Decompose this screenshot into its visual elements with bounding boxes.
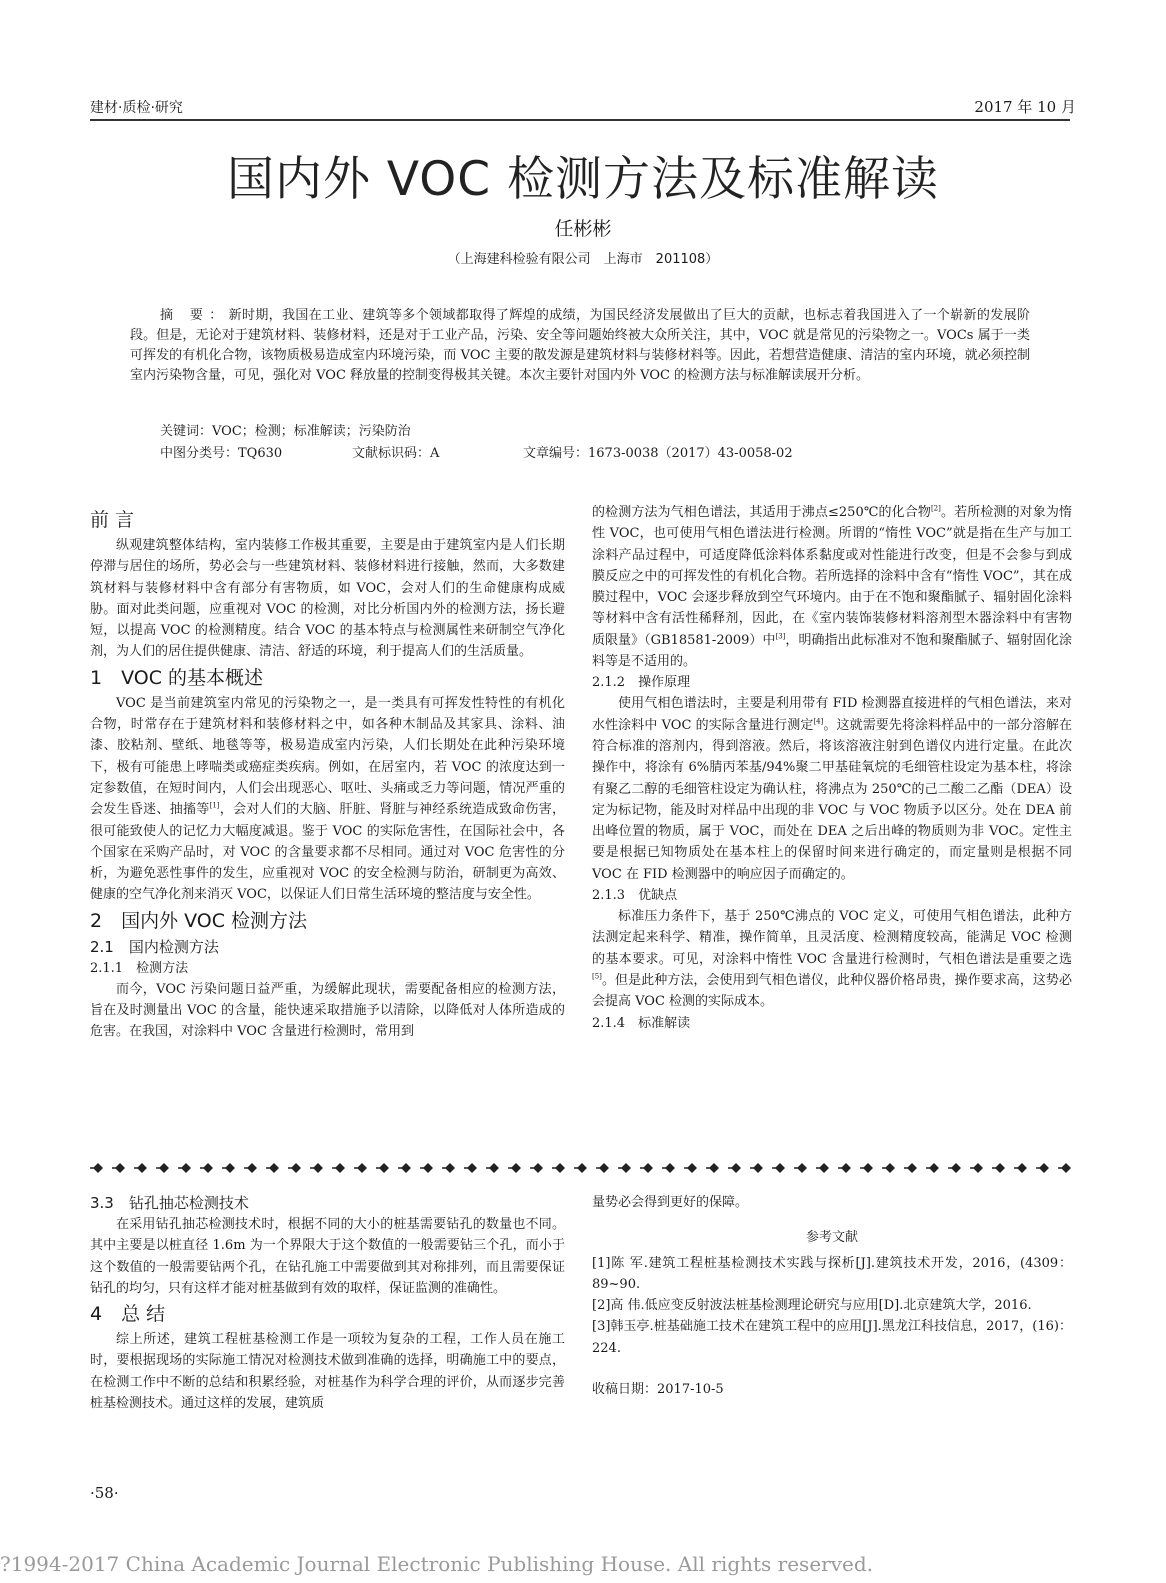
subsection-title-2-1-1: 2.1.1 检测方法 bbox=[90, 960, 189, 976]
divider-diamond bbox=[291, 1163, 301, 1173]
divider-diamond bbox=[401, 1163, 411, 1173]
divider-diamond bbox=[159, 1163, 169, 1173]
keywords: 关键词：VOC；检测；标准解读；污染防治 bbox=[160, 424, 411, 439]
issue-date: 2017 年 10 月 bbox=[974, 98, 1076, 116]
divider-diamond bbox=[137, 1163, 147, 1173]
paragraph-2-1-3 bbox=[592, 906, 1072, 1012]
reference-item: [3]韩玉亭.桩基础施工技术在建筑工程中的应用[J].黑龙江科技信息，2017，(16)：224. bbox=[592, 1319, 1072, 1356]
divider-diamond bbox=[885, 1163, 895, 1173]
divider-diamond bbox=[93, 1163, 103, 1173]
affiliation: （上海建科检验有限公司 上海市 201108） bbox=[447, 252, 719, 267]
divider-diamond bbox=[995, 1163, 1005, 1173]
divider-diamond bbox=[115, 1163, 125, 1173]
received-date: 收稿日期：2017-10-5 bbox=[592, 1382, 724, 1398]
divider-diamond bbox=[907, 1163, 917, 1173]
section-title-2: 2 国内外 VOC 检测方法 bbox=[90, 909, 308, 932]
citation-3: [3] bbox=[775, 632, 786, 641]
paper-title: 国内外 VOC 检测方法及标准解读 bbox=[226, 152, 940, 207]
section-title-preface: 前 言 bbox=[90, 509, 135, 531]
divider-diamond bbox=[621, 1163, 631, 1173]
citation-1: [1] bbox=[209, 801, 220, 810]
divider-diamond bbox=[181, 1163, 191, 1173]
divider-diamond bbox=[709, 1163, 719, 1173]
paragraph-4: 综上所述，建筑工程桩基检测工作是一项较为复杂的工程，工作人员在施工时，要根据现场的实际施工情况对检测技术做到准确的选择，明确施工中的要点，在检测工作中不断的总结和积累经验，对桩基作为科学合理的评价，从而逐步完善桩基检测技术。通过这样的发展，建筑质 bbox=[90, 1332, 565, 1412]
divider-diamond bbox=[313, 1163, 323, 1173]
reference-item: [2]高 伟.低应变反射波法桩基检测理论研究与应用[D].北京建筑大学，2016. bbox=[592, 1298, 1032, 1314]
section-title-1: 1 VOC 的基本概述 bbox=[90, 666, 264, 689]
author: 任彬彬 bbox=[554, 218, 612, 240]
divider-diamond bbox=[819, 1163, 829, 1173]
divider-diamond bbox=[731, 1163, 741, 1173]
divider-diamond bbox=[445, 1163, 455, 1173]
divider-diamond bbox=[951, 1163, 961, 1173]
abstract-label: 摘 要： bbox=[160, 308, 229, 323]
divider-diamond bbox=[225, 1163, 235, 1173]
divider-diamond bbox=[687, 1163, 697, 1173]
subsection-title-2-1: 2.1 国内检测方法 bbox=[90, 937, 219, 956]
paragraph-continued-b: 。若所检测的对象为惰性 VOC，也可使用气相色谱法进行检测。所谓的“惰性 VOC”就是指在生产与加工涂料产品过程中，可适度降低涂料体系黏度或对性能进行改变，但是不会参与到成膜反应之中的可挥发性的有机化合物。若所选择的涂料中含有“惰性 VOC”，其在成膜过程中，VOC 会逐步释放到空气环境内。由于在不饱和聚酯腻子、辐射固化涂料等材料中含有活性稀释剂，因此，在《室内装饰装修材料溶剂型木器涂料中有害物质限量》（GB18581-2009）中 bbox=[592, 505, 1072, 648]
references-title: 参考文献 bbox=[805, 1230, 858, 1246]
divider-diamond bbox=[643, 1163, 653, 1173]
paragraph-2-1-2 bbox=[592, 693, 1072, 885]
divider-diamond bbox=[753, 1163, 763, 1173]
paragraph-section-1-b: ，会对人们的大脑、肝脏、肾脏与神经系统造成致命伤害，很可能致使人的记忆力大幅度减退。鉴于 VOC 的实际危害性，在国际社会中，各个国家在采购产品时，对 VOC 的含量要求都不尽相同。通过对 VOC 危害性的分析，为避免恶性事件的发生，应重视对 VOC 的安全检测与防治，研制更为高效、健康的空气净化剂来消灭 VOC，以保证人们日常生活环境的整洁度与安全性。 bbox=[90, 802, 565, 903]
right-column bbox=[592, 502, 1072, 1034]
divider-diamond bbox=[511, 1163, 521, 1173]
divider-diamond bbox=[973, 1163, 983, 1173]
divider-diamond bbox=[841, 1163, 851, 1173]
page-number: ·58· bbox=[90, 1484, 119, 1502]
divider-diamond bbox=[929, 1163, 939, 1173]
paragraph-2-1-2-a: 使用气相色谱法时，主要是利用带有 FID 检测器直接进样的气相色谱法，来对水性涂料中 VOC 的实际含量进行测定 bbox=[592, 696, 1072, 733]
decorative-divider bbox=[90, 1160, 1076, 1176]
paragraph-2-1-1: 而今，VOC 污染问题日益严重，为缓解此现状，需要配备相应的检测方法，旨在及时测量出 VOC 的含量，能快速采取措施予以清除，以降低对人体所造成的危害。在我国，对涂料中 VOC 含量进行检测时，常用到 bbox=[90, 981, 565, 1040]
journal-section: 建材·质检·研究 bbox=[90, 100, 183, 116]
paragraph-preface: 纵观建筑整体结构，室内装修工作极其重要，主要是由于建筑室内是人们长期停滞与居住的场所，势必会与一些建筑材料、装修材料进行接触，然而，大多数建筑材料与装修材料中含有部分有害物质，如 VOC，会对人们的生命健康构成威胁。面对此类问题，应重视对 VOC 的检测，对比分析国内外的检测方法，扬长避短，以提高 VOC 的检测精度。结合 VOC 的基本特点与检测属性来研制空气净化剂，为人们的居住提供健康、清洁、舒适的环境，利于提高人们的生活质量。 bbox=[90, 538, 565, 660]
subsection-title-2-1-3: 2.1.3 优缺点 bbox=[592, 888, 678, 904]
divider-diamond bbox=[335, 1163, 345, 1173]
divider-diamond bbox=[247, 1163, 257, 1173]
divider-diamond bbox=[599, 1163, 609, 1173]
divider-diamond bbox=[577, 1163, 587, 1173]
document-code: 文献标识码：A bbox=[352, 446, 440, 461]
paragraph-continued-end: 量势必会得到更好的保障。 bbox=[592, 1195, 749, 1210]
citation-2: [2] bbox=[930, 504, 941, 513]
divider-diamond bbox=[489, 1163, 499, 1173]
abstract bbox=[130, 306, 1030, 386]
divider-diamond bbox=[1017, 1163, 1027, 1173]
divider-diamond bbox=[775, 1163, 785, 1173]
lower-right-column bbox=[592, 1192, 1072, 1400]
divider-diamond bbox=[797, 1163, 807, 1173]
divider-diamond bbox=[665, 1163, 675, 1173]
article-number: 文章编号：1673-0038（2017）43-0058-02 bbox=[523, 446, 793, 461]
divider-diamond bbox=[357, 1163, 367, 1173]
divider-diamond bbox=[863, 1163, 873, 1173]
subsection-title-2-1-2: 2.1.2 操作原理 bbox=[592, 675, 691, 691]
header-rule bbox=[90, 119, 1070, 121]
divider-diamond bbox=[269, 1163, 279, 1173]
divider-diamond bbox=[555, 1163, 565, 1173]
paragraph-continued bbox=[592, 502, 1072, 672]
abstract-text: 新时期，我国在工业、建筑等多个领域都取得了辉煌的成绩，为国民经济发展做出了巨大的贡献，也标志着我国进入了一个崭新的发展阶段。但是，无论对于建筑材料、装修材料，还是对于工业产品，污染、安全等问题始终被大众所关注，其中，VOC 就是常见的污染物之一。VOCs 属于一类可挥发的有机化合物，该物质极易造成室内环境污染，而 VOC 主要的散发源是建筑材料与装修材料等。因此，若想营造健康、清洁的室内环境，就必须控制室内污染物含量，可见，强化对 VOC 释放量的控制变得极其关键。本次主要针对国内外 VOC 的检测方法与标准解读展开分析。 bbox=[130, 308, 1030, 383]
divider-diamond bbox=[423, 1163, 433, 1173]
subsection-title-3-3: 3.3 钻孔抽芯检测技术 bbox=[90, 1194, 249, 1212]
paragraph-2-1-3-a: 标准压力条件下，基于 250℃沸点的 VOC 定义，可使用气相色谱法，此种方法测定起来科学、精准，操作简单，且灵活度、检测精度较高，能满足 VOC 检测的基本要求。可见，对涂料中惰性 VOC 含量进行检测时，气相色谱法是重要之选 bbox=[592, 909, 1072, 967]
divider-diamond bbox=[1061, 1163, 1071, 1173]
citation-5: [5] bbox=[592, 972, 602, 981]
paragraph-section-1 bbox=[90, 693, 565, 906]
divider-diamond bbox=[533, 1163, 543, 1173]
subsection-title-2-1-4: 2.1.4 标准解读 bbox=[592, 1015, 691, 1031]
divider-diamond bbox=[379, 1163, 389, 1173]
divider-diamond bbox=[1039, 1163, 1049, 1173]
paragraph-continued-c: ，明确指出此标准对不饱和聚酯腻子、辐射固化涂料等是不适用的。 bbox=[592, 632, 1072, 670]
copyright-notice: ?1994-2017 China Academic Journal Electronic Publishing House. All rights reserved. bbox=[0, 1552, 874, 1576]
paragraph-3-3: 在采用钻孔抽芯检测技术时，根据不同的大小的桩基需要钻孔的数量也不同。其中主要是以桩直径 1.6m 为一个界限大于这个数值的一般需要钻三个孔，而小于这个数值的一般需要钻两个孔，在钻孔施工中需要做到其对称排列，而且需要保证钻孔的均匀，只有这样才能对桩基做到有效的取样，保证监测的准确性。 bbox=[90, 1217, 565, 1296]
paragraph-2-1-2-b: 。这就需要先将涂料样品中的一部分溶解在符合标准的溶剂内，得到溶液。然后，将该溶液注射到色谱仪内进行定量。在此次操作中，将涂有 6%腈丙苯基/94%聚二甲基硅氧烷的毛细管柱设定为基本柱，将涂有聚乙二醇的毛细管柱设定为确认柱，将沸点为 250℃的己二酸二乙酯（DEA）设定为标记物，能及时对样品中出现的非 VOC 与 VOC 物质予以区分。处在 DEA 前出峰位置的物质，属于 VOC，而处在 DEA 之后出峰的物质则为非 VOC。定性主要是根据已知物质处在基本柱上的保留时间来进行确定的，而定量则是根据不同 VOC 在 FID 检测器中的响应因子而确定的。 bbox=[592, 717, 1072, 882]
reference-item: [1]陈 军.建筑工程桩基检测技术实践与探析[J].建筑技术开发，2016，(4309：89~90. bbox=[592, 1255, 1072, 1292]
paragraph-continued-a: 的检测方法为气相色谱法，其适用于沸点≤250℃的化合物 bbox=[592, 505, 931, 520]
citation-4: [4] bbox=[813, 717, 824, 726]
left-column bbox=[90, 505, 565, 1043]
clc-number: 中图分类号：TQ630 bbox=[160, 446, 283, 461]
lower-left-column bbox=[90, 1192, 565, 1414]
paragraph-section-1-a: VOC 是当前建筑室内常见的污染物之一，是一类具有可挥发性特性的有机化合物，时常存在于建筑材料和装修材料之中，如各种木制品及其家具、涂料、油漆、胶粘剂、壁纸、地毯等等，极易造成室内污染，人们长期处在此种污染环境下，极有可能患上哮喘类或癌症类疾病。例如，在居室内，若 VOC 的浓度达到一定参数值，在短时间内，人们会出现恶心、呕吐、头痛或乏力等问题，情况严重的会发生昏迷、抽搐等 bbox=[90, 695, 565, 818]
divider-diamond bbox=[203, 1163, 213, 1173]
section-title-4: 4 总 结 bbox=[90, 1303, 166, 1326]
paragraph-2-1-3-b: 。但是此种方法，会使用到气相色谱仪，此种仪器价格昂贵，操作要求高，这势必会提高 VOC 检测的实际成本。 bbox=[592, 972, 1072, 1010]
divider-diamond bbox=[467, 1163, 477, 1173]
